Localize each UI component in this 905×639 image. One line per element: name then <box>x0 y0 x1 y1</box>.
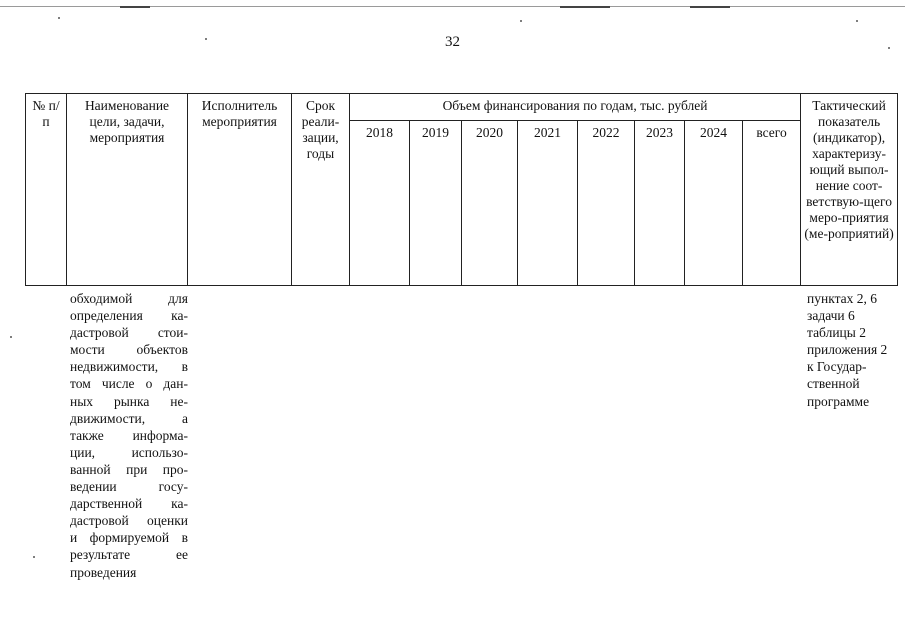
scan-speck <box>33 556 35 558</box>
text-line: таблицы 2 <box>807 325 866 341</box>
text-line: программе <box>807 393 870 409</box>
continued-name-text <box>70 290 188 581</box>
text-line: приложения 2 <box>807 342 888 358</box>
header-year-2019: 2019 <box>410 121 462 286</box>
text-line: недвижимости, в <box>70 359 188 375</box>
header-name: Наименование цели, задачи, мероприятия <box>67 94 188 286</box>
header-indicator: Тактический показатель (индикатор), характеризу-ющий выпол-нение соот-ветствую-щего меро-приятия (ме-роприятий) <box>801 94 898 286</box>
header-year-total: всего <box>743 121 801 286</box>
header-year-2021: 2021 <box>518 121 578 286</box>
header-number: № п/п <box>26 94 67 286</box>
header-year-2020: 2020 <box>462 121 518 286</box>
text-line: дастровой стои- <box>70 325 188 341</box>
header-year-2023: 2023 <box>635 121 685 286</box>
scan-speck <box>10 336 12 338</box>
text-line: дастровой оценки <box>70 513 188 529</box>
page-number: 32 <box>445 34 460 50</box>
scan-speck <box>58 17 60 19</box>
header-year-2018: 2018 <box>350 121 410 286</box>
text-line: мости объектов <box>70 342 188 358</box>
continued-indicator-text <box>807 290 903 410</box>
text-line: ции, использо- <box>70 444 188 460</box>
text-line: определения ка- <box>70 308 188 324</box>
header-executor: Исполнитель мероприятия <box>188 94 292 286</box>
text-line: задачи 6 <box>807 308 855 324</box>
text-line: пунктах 2, 6 <box>807 291 878 306</box>
text-line: и формируемой в <box>70 530 188 546</box>
scan-speck <box>520 20 522 22</box>
scan-edge-mark <box>690 6 730 8</box>
scan-edge-mark <box>560 6 610 8</box>
text-line: ведении госу- <box>70 479 188 495</box>
text-line: движимости, а <box>70 410 188 426</box>
header-financing: Объем финансирования по годам, тыс. рублей <box>350 94 801 121</box>
financing-table-header <box>25 93 898 286</box>
text-line: ных рынка не- <box>70 393 188 409</box>
text-line: дарственной ка- <box>70 496 188 512</box>
text-line: обходимой для <box>70 291 188 306</box>
header-row-top <box>26 94 898 121</box>
text-line: результате ее <box>70 547 188 563</box>
header-year-2022: 2022 <box>578 121 635 286</box>
scan-speck <box>856 20 858 22</box>
text-line: том числе о дан- <box>70 376 188 392</box>
text-line: к Государ- <box>807 359 867 375</box>
text-line: ванной при про- <box>70 461 188 477</box>
text-line: ственной <box>807 376 860 392</box>
text-line: проведения <box>70 564 137 580</box>
header-year-2024: 2024 <box>685 121 743 286</box>
header-term: Срок реали-зации, годы <box>292 94 350 286</box>
text-line: также информа- <box>70 427 188 443</box>
scan-edge-mark <box>120 6 150 8</box>
